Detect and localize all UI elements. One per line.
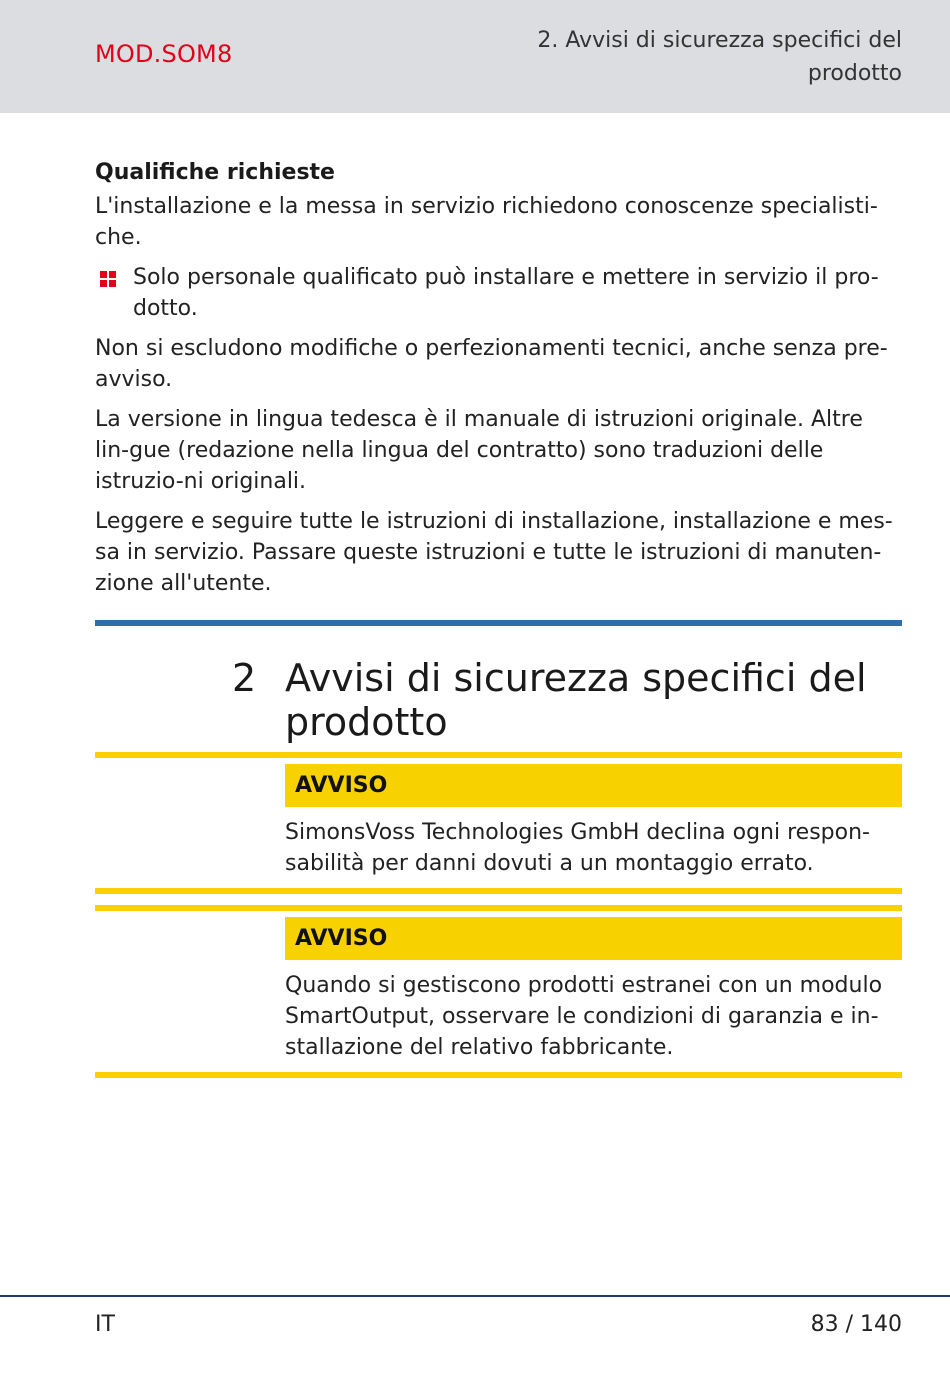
running-title: 2. Avvisi di sicurezza specifici del prodotto xyxy=(537,28,902,86)
notice-text: SimonsVoss Technologies GmbH declina ogni respon-sabilità per danni dovuti a un montaggio errato. xyxy=(285,820,870,876)
notice-bottom-rule xyxy=(95,1072,902,1078)
page-number: 83 / 140 xyxy=(810,1312,902,1337)
page-header xyxy=(0,0,950,113)
notice-label: AVVISO xyxy=(295,926,388,951)
chapter-divider xyxy=(95,620,902,626)
bullet-text: Solo personale qualificato può installare e mettere in servizio il pro-dotto. xyxy=(133,265,879,321)
red-square-bullet-icon xyxy=(100,271,116,287)
notice-header xyxy=(285,917,902,960)
notice-bottom-rule xyxy=(95,888,902,894)
footer-divider xyxy=(0,1295,950,1297)
notice-text: Quando si gestiscono prodotti estranei con un modulo SmartOutput, osservare le condizioni di garanzia e in-stallazione del relativo fabbricante. xyxy=(285,973,883,1060)
footer-language: IT xyxy=(95,1312,115,1337)
paragraph: La versione in lingua tedesca è il manuale di istruzioni originale. Altre lin-gue (redazione nella lingua del contratto) sono traduzioni delle istruzio-ni originali. xyxy=(95,407,863,494)
notice-label: AVVISO xyxy=(295,773,388,798)
paragraph: L'installazione e la messa in servizio richiedono conoscenze specialisti-che. xyxy=(95,194,878,250)
section-subheading: Qualifiche richieste xyxy=(95,160,335,185)
notice-top-rule xyxy=(95,752,902,758)
paragraph: Non si escludono modifiche o perfezionamenti tecnici, anche senza pre-avviso. xyxy=(95,336,888,392)
chapter-title: Avvisi di sicurezza specifici del prodotto xyxy=(285,656,867,744)
intro-section xyxy=(95,160,902,608)
paragraph: Leggere e seguire tutte le istruzioni di installazione, installazione e mes-sa in servizio. Passare queste istruzioni e tutte le istruzioni di manuten-zione all'utente. xyxy=(95,509,893,596)
bullet-item xyxy=(95,262,902,324)
brand-label: MOD.SOM8 xyxy=(95,40,233,68)
chapter-number: 2 xyxy=(232,656,257,700)
notice-top-rule xyxy=(95,905,902,911)
notice-header xyxy=(285,764,902,807)
